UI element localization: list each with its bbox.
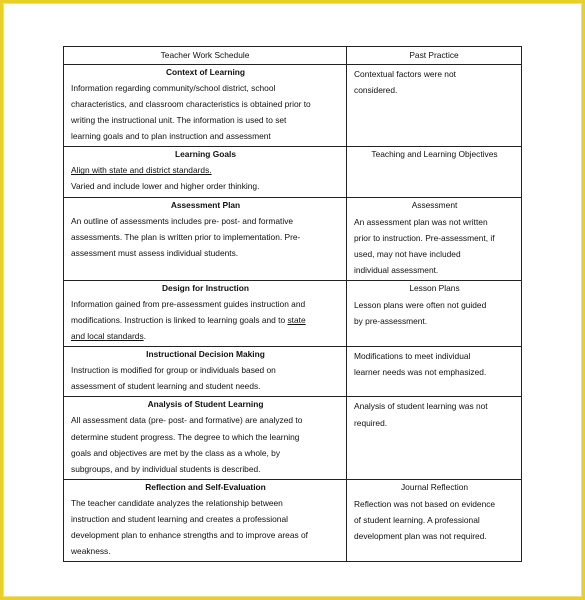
text-line: writing the instructional unit. The information is used to set bbox=[71, 115, 287, 126]
text-line: instruction and student learning and creates a professional bbox=[71, 513, 288, 524]
text-line: An outline of assessments includes pre- post- and formative bbox=[71, 215, 294, 226]
left-cell bbox=[64, 347, 347, 397]
text-line: determine student progress. The degree to which the learning bbox=[71, 431, 300, 442]
right-section-title: Journal Reflection bbox=[400, 481, 469, 492]
section-title: Reflection and Self-Evaluation bbox=[145, 481, 266, 492]
header-past-practice: Past Practice bbox=[347, 47, 522, 65]
left-cell bbox=[64, 197, 347, 280]
text-line: Contextual factors were not bbox=[354, 69, 456, 79]
text-line bbox=[71, 328, 340, 344]
text-line: Varied and include lower and higher order thinking. bbox=[71, 181, 260, 192]
text-line: learner needs was not emphasized. bbox=[354, 367, 487, 378]
table-row bbox=[64, 280, 522, 346]
text-line: individual assessment. bbox=[354, 264, 439, 275]
text-line: required. bbox=[354, 417, 388, 428]
text-line: by pre-assessment. bbox=[354, 316, 428, 327]
header-teacher-work-schedule: Teacher Work Schedule bbox=[64, 47, 347, 65]
left-cell bbox=[64, 147, 347, 197]
text-line: Lesson plans were often not guided bbox=[354, 299, 487, 310]
right-section-title: Lesson Plans bbox=[409, 282, 460, 293]
right-section-title: Assessment bbox=[411, 199, 458, 210]
text-line: of student learning. A professional bbox=[354, 514, 480, 525]
section-title: Design for Instruction bbox=[161, 282, 249, 293]
text-line: Information regarding community/school district, school bbox=[71, 83, 276, 93]
section-title: Assessment Plan bbox=[170, 199, 241, 210]
right-cell bbox=[347, 280, 522, 346]
text-line: Analysis of student learning was not bbox=[354, 401, 488, 412]
text-line: Information gained from pre-assessment guides instruction and bbox=[71, 298, 306, 309]
right-section-title: Teaching and Learning Objectives bbox=[371, 149, 498, 160]
left-cell bbox=[64, 280, 347, 346]
text-line: prior to instruction. Pre-assessment, if bbox=[354, 232, 495, 243]
right-cell bbox=[347, 65, 522, 147]
text-line: characteristics, and classroom characteristics is obtained prior to bbox=[71, 99, 311, 110]
section-title: Analysis of Student Learning bbox=[147, 399, 264, 410]
table-row bbox=[64, 479, 522, 561]
text-line: assessments. The plan is written prior to implementation. Pre- bbox=[71, 231, 301, 242]
text-line: All assessment data (pre- post- and formative) are analyzed to bbox=[71, 415, 303, 426]
right-cell bbox=[347, 147, 522, 197]
table-row bbox=[64, 397, 522, 479]
left-cell bbox=[64, 65, 347, 147]
teacher-work-schedule-table bbox=[63, 46, 522, 562]
table-row bbox=[64, 147, 522, 197]
text-line: assessment must assess individual students. bbox=[71, 247, 239, 258]
underlined-text: and local standards bbox=[71, 331, 144, 342]
underlined-text: Align with state and district standards. bbox=[71, 165, 212, 176]
text-line: Modifications to meet individual bbox=[354, 351, 471, 362]
text-line: development plan to enhance strengths and to improve areas of bbox=[71, 529, 308, 540]
right-cell bbox=[347, 347, 522, 397]
right-cell bbox=[347, 197, 522, 280]
text-line: Reflection was not based on evidence bbox=[354, 498, 496, 509]
text-line: goals and objectives are met by the class as a whole, by bbox=[71, 447, 281, 458]
right-cell bbox=[347, 397, 522, 479]
text-line bbox=[71, 312, 340, 328]
text-segment: . bbox=[143, 331, 146, 342]
table-row bbox=[64, 197, 522, 280]
text-line: An assessment plan was not written bbox=[354, 216, 488, 227]
table-row bbox=[64, 65, 522, 147]
text-line: subgroups, and by individual students is described. bbox=[71, 463, 261, 474]
table-row bbox=[64, 347, 522, 397]
text-line: weakness. bbox=[71, 546, 111, 557]
text-line: The teacher candidate analyzes the relationship between bbox=[71, 497, 283, 508]
left-cell bbox=[64, 479, 347, 561]
underlined-text: state bbox=[287, 315, 306, 326]
section-title: Learning Goals bbox=[175, 149, 236, 160]
left-cell bbox=[64, 397, 347, 479]
text-line: used, may not have included bbox=[354, 248, 461, 259]
text-line: learning goals and to plan instruction and assessment bbox=[71, 131, 271, 142]
text-line: Instruction is modified for group or individuals based on bbox=[71, 365, 276, 376]
section-title: Context of Learning bbox=[165, 67, 246, 77]
right-cell bbox=[347, 479, 522, 561]
text-line: considered. bbox=[354, 85, 398, 96]
section-title: Instructional Decision Making bbox=[146, 349, 265, 360]
text-line: assessment of student learning and student needs. bbox=[71, 381, 261, 392]
text-segment: modifications. Instruction is linked to learning goals and to bbox=[71, 315, 288, 326]
text-line: development plan was not required. bbox=[354, 530, 487, 541]
header-row bbox=[64, 47, 522, 65]
